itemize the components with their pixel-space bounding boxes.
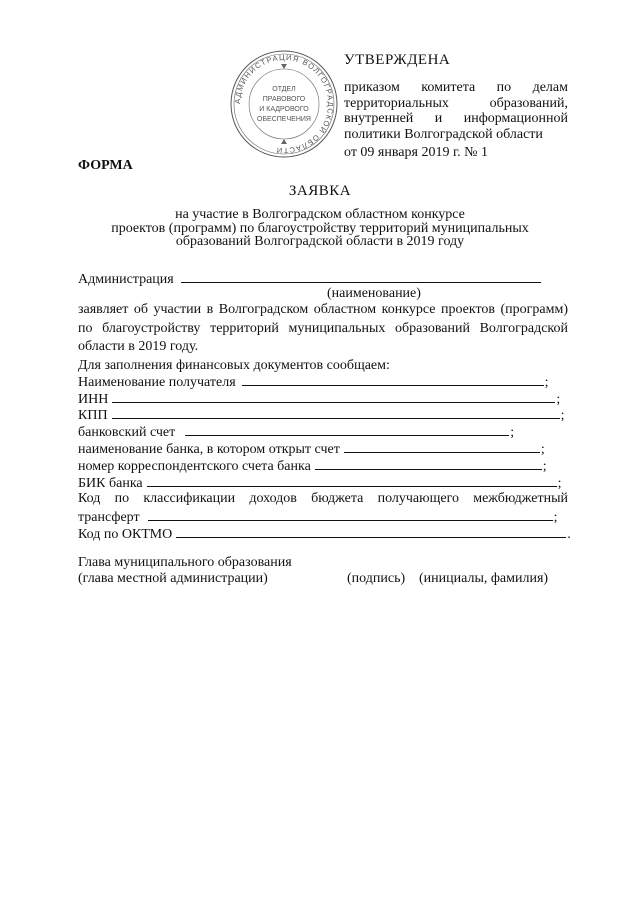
bank-account-label: банковский счет [78, 425, 176, 440]
row-punct: . [567, 527, 571, 542]
recipient-field[interactable] [242, 373, 544, 386]
stamp-ring-text: АДМИНИСТРАЦИЯ ВОЛГОГРАДСКОЙ ОБЛАСТИ [232, 52, 336, 156]
stamp-center-line: ОТДЕЛ [272, 86, 296, 93]
approved-heading: УТВЕРЖДЕНА [344, 52, 451, 68]
subtitle-line: проектов (программ) по благоустройству территорий муниципальных [111, 220, 529, 236]
admin-row [78, 270, 541, 288]
kpp-row [78, 406, 573, 424]
bik-label: БИК банка [78, 476, 143, 491]
row-punct: ; [557, 476, 562, 491]
row-punct: ; [544, 375, 549, 390]
approved-order-text: приказом комитета по делам территориальных образований, внутренней и информационной политики Волгоградской области [344, 80, 568, 142]
row-punct: ; [542, 459, 547, 474]
recipient-row [78, 373, 573, 391]
declaration-paragraph: заявляет об участии в Волгоградском областном конкурсе проектов (программ) по благоустройству территорий муниципальных образований Волгоградской области в 2019 году. [78, 302, 568, 354]
head-title-line2: (глава местной администрации) [78, 571, 268, 586]
admin-caption: (наименование) [327, 286, 421, 301]
declaration-text [78, 301, 568, 375]
kpp-label: КПП [78, 408, 108, 423]
subtitle-line: на участие в Волгоградском областном конкурсе [175, 207, 465, 222]
bik-row [78, 474, 573, 492]
row-punct: ; [510, 425, 515, 440]
bank-name-field[interactable] [344, 440, 540, 453]
inn-label: ИНН [78, 392, 109, 407]
stamp-center-line: И КАДРОВОГО [259, 106, 309, 113]
initials-caption: (инициалы, фамилия) [419, 571, 549, 586]
row-punct: ; [553, 510, 558, 525]
signature-caption: (подпись) [347, 571, 406, 586]
income-code-field[interactable] [148, 508, 553, 521]
oktmo-field[interactable] [176, 525, 566, 538]
oktmo-label: Код по ОКТМО [78, 527, 173, 542]
income-code-row [78, 508, 573, 526]
income-code-label-line1: Код по классификации доходов бюджета получающего межбюджетный [78, 491, 568, 506]
kpp-field[interactable] [112, 406, 560, 419]
form-label: ФОРМА [78, 158, 133, 173]
stamp-center-line: ОБЕСПЕЧЕНИЯ [257, 116, 311, 123]
row-punct: ; [540, 442, 545, 457]
bank-account-row [78, 423, 573, 441]
approved-date: от 09 января 2019 г. № 1 [344, 145, 488, 160]
bank-name-row [78, 440, 573, 458]
row-punct: ; [560, 408, 565, 423]
official-stamp [228, 48, 340, 160]
oktmo-row [78, 525, 573, 543]
stamp-center-line: ПРАВОВОГО [262, 96, 306, 103]
admin-label: Администрация [78, 272, 174, 287]
document-subtitle [90, 208, 550, 249]
document-title: ЗАЯВКА [288, 183, 352, 199]
inn-field[interactable] [112, 390, 555, 403]
bank-name-label: наименование банка, в котором открыт счет [78, 442, 340, 457]
stamp-seal-icon [228, 48, 340, 160]
subtitle-line: образований Волгоградской области в 2019 году [175, 234, 465, 249]
row-punct: ; [556, 392, 561, 407]
head-title-line1: Глава муниципального образования [78, 555, 292, 570]
finance-intro: Для заполнения финансовых документов сообщаем: [78, 357, 390, 373]
corr-account-row [78, 457, 573, 475]
bik-field[interactable] [147, 474, 557, 487]
bank-account-field[interactable] [185, 423, 509, 436]
income-code-label-line2: трансферт [78, 510, 140, 525]
admin-name-field[interactable] [181, 270, 541, 283]
corr-account-field[interactable] [315, 457, 542, 470]
corr-account-label: номер корреспондентского счета банка [78, 459, 311, 474]
recipient-label: Наименование получателя [78, 375, 236, 390]
